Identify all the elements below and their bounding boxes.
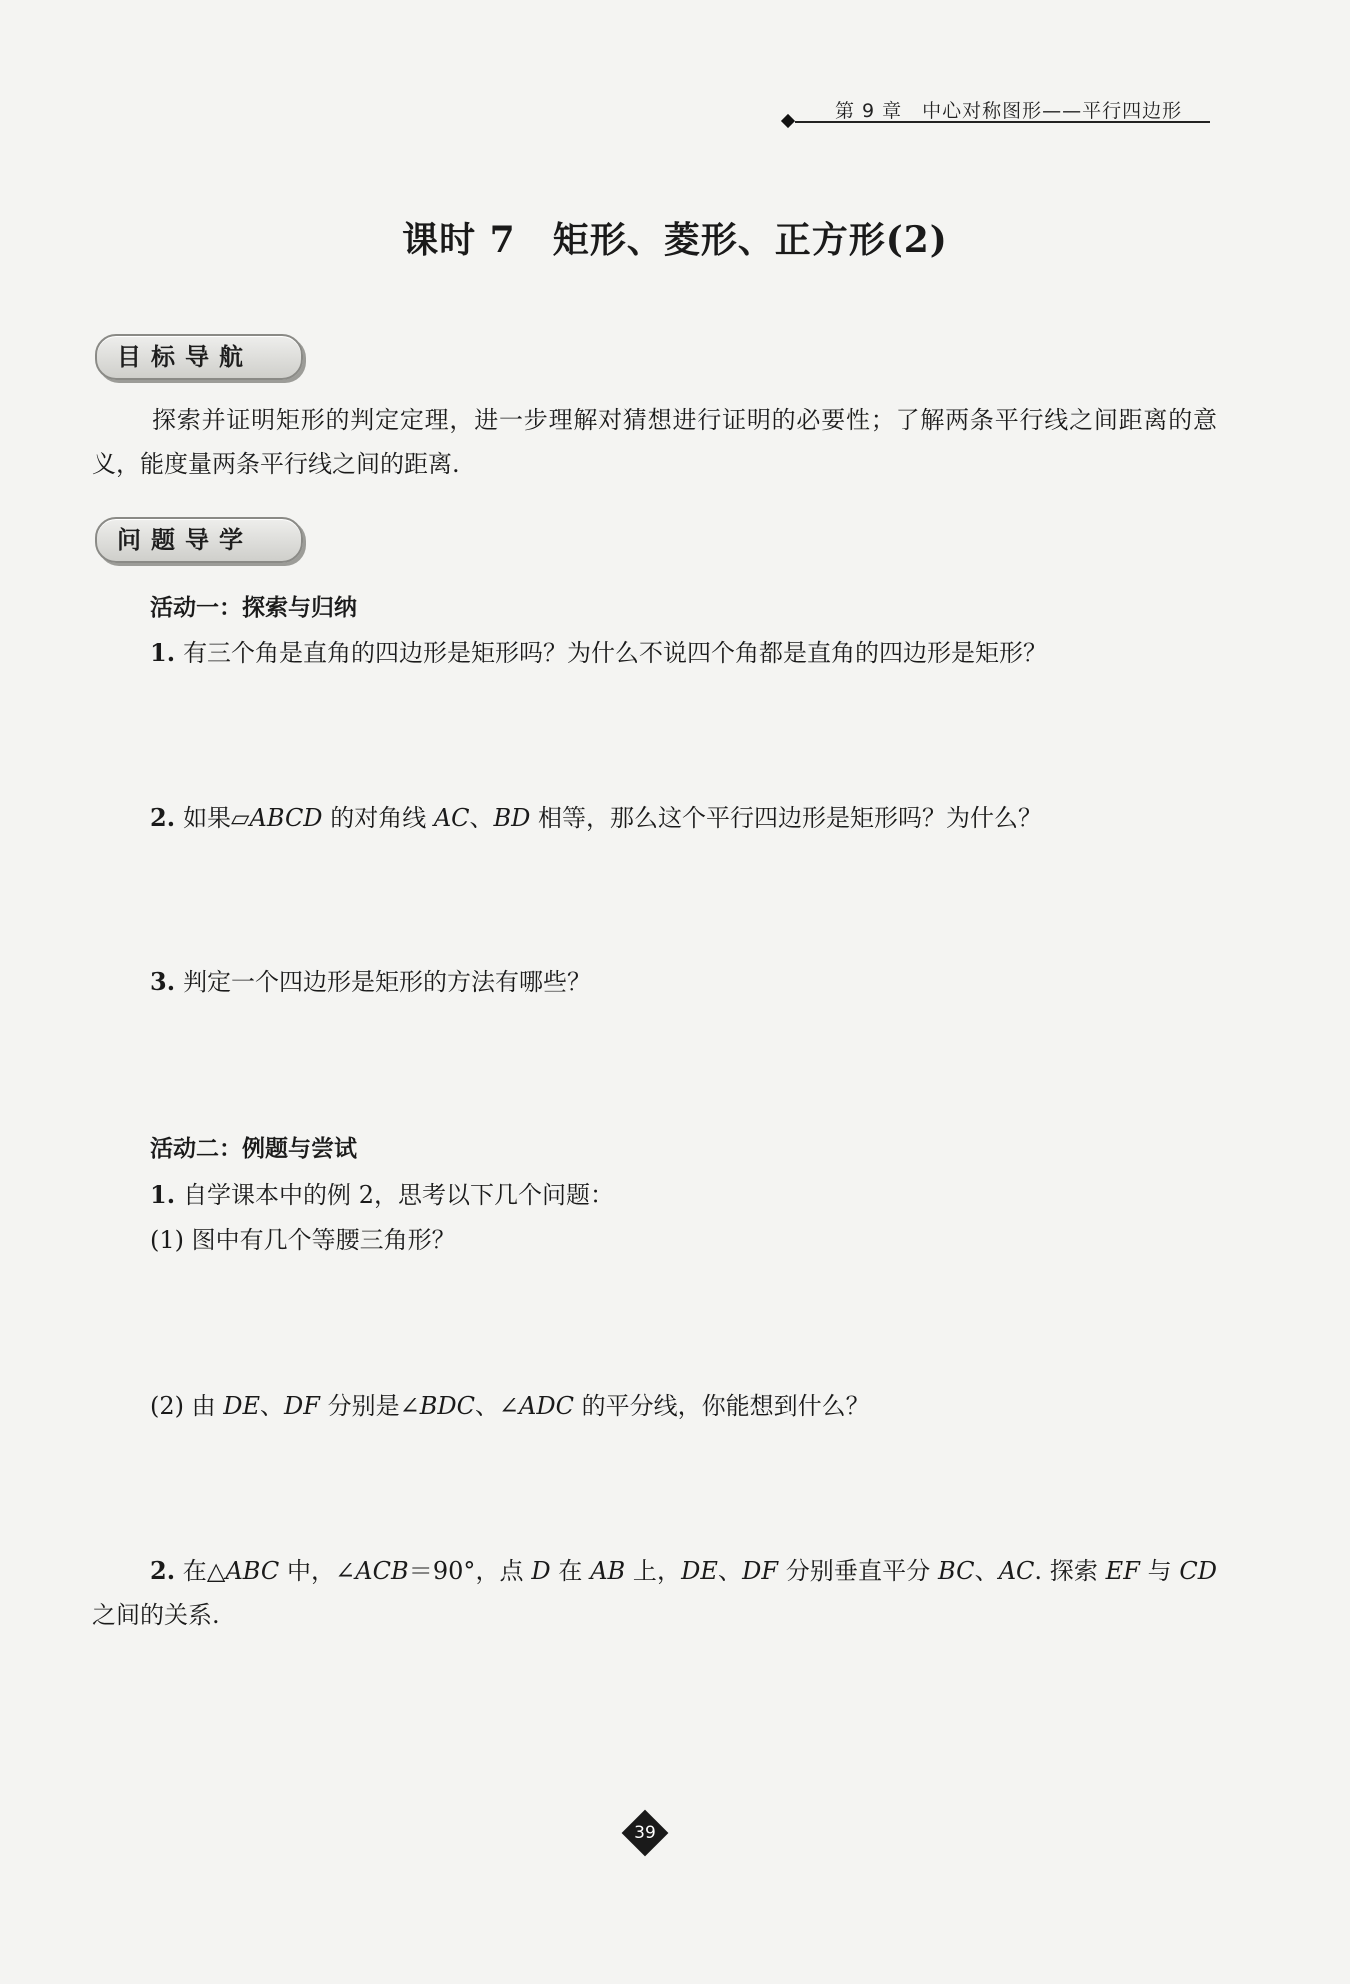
question-text: ＝90°，点 <box>408 1557 532 1585</box>
question-number: 1. <box>150 1180 176 1209</box>
question-number: 1. <box>150 638 176 667</box>
activity-1-question-2 <box>150 798 1042 833</box>
math-df: DF <box>284 1392 320 1420</box>
question-text: 中，∠ <box>279 1557 356 1585</box>
activity-1-question-3 <box>150 962 591 997</box>
math-bc: BC <box>938 1557 975 1585</box>
activity-1-title: 活动一：探索与归纳 <box>150 595 357 621</box>
question-text: 、 <box>469 804 494 832</box>
header-diamond-icon <box>781 114 795 128</box>
running-header: 第 9 章 中心对称图形——平行四边形 <box>835 100 1183 122</box>
question-text: 与 <box>1139 1557 1180 1585</box>
question-text: 在△ <box>175 1557 226 1585</box>
math-ac: AC <box>433 804 470 832</box>
math-de: DE <box>223 1392 261 1420</box>
question-text: 分别垂直平分 <box>777 1557 939 1585</box>
activity-2-title: 活动二：例题与尝试 <box>150 1136 357 1162</box>
question-text: 的平分线，你能想到什么？ <box>573 1392 870 1420</box>
activity-2-question-2 <box>92 1549 1217 1637</box>
math-bdc: BDC <box>419 1392 475 1420</box>
activity-2-question-1-sub-1: (1) 图中有几个等腰三角形？ <box>150 1226 456 1254</box>
question-number: 3. <box>150 967 176 996</box>
question-number: 2. <box>150 1556 176 1585</box>
question-text: . 探索 <box>1034 1557 1106 1585</box>
math-d: D <box>531 1557 551 1585</box>
activity-2-question-1 <box>150 1175 614 1210</box>
lesson-title: 课时 7 矩形、菱形、正方形(2) <box>402 219 948 261</box>
question-text: 、∠ <box>474 1392 520 1420</box>
question-text: 有三个角是直角的四边形是矩形吗？为什么不说四个角都是直角的四边形是矩形？ <box>183 639 1048 667</box>
page-number-text: 39 <box>634 1823 656 1843</box>
question-text: 分别是∠ <box>319 1392 420 1420</box>
math-ab: AB <box>590 1557 626 1585</box>
goals-text: 探索并证明矩形的判定定理，进一步理解对猜想进行证明的必要性；了解两条平行线之间距离的意义，能度量两条平行线之间的距离. <box>92 406 1217 478</box>
section-badge-goals: 目标导航 <box>95 334 303 380</box>
math-cd: CD <box>1179 1557 1218 1585</box>
question-text: 、 <box>260 1392 285 1420</box>
math-ef: EF <box>1105 1557 1140 1585</box>
question-text: 如果▱ <box>183 804 250 832</box>
question-text: 上， <box>625 1557 682 1585</box>
math-acb: ACB <box>355 1557 409 1585</box>
question-text: 的对角线 <box>322 804 434 832</box>
activity-1-question-1 <box>150 633 1047 668</box>
math-de: DE <box>681 1557 718 1585</box>
question-number: 2. <box>150 803 176 832</box>
question-text: 之间的关系. <box>92 1601 220 1629</box>
question-text: 判定一个四边形是矩形的方法有哪些？ <box>183 968 592 996</box>
math-bd: BD <box>493 804 531 832</box>
page-number <box>622 1810 668 1856</box>
question-text: 在 <box>550 1557 591 1585</box>
math-adc: ADC <box>519 1392 574 1420</box>
question-text: 、 <box>974 1557 999 1585</box>
question-text: 相等，那么这个平行四边形是矩形吗？为什么？ <box>530 804 1043 832</box>
question-text: 、 <box>717 1557 743 1585</box>
activity-2-question-1-sub-2 <box>150 1386 870 1421</box>
question-text: 自学课本中的例 2，思考以下几个问题： <box>183 1181 614 1209</box>
math-abc: ABC <box>225 1557 280 1585</box>
question-text: (2) 由 <box>150 1392 224 1420</box>
math-ac: AC <box>998 1557 1035 1585</box>
section-badge-guide: 问题导学 <box>95 517 303 563</box>
math-df: DF <box>742 1557 778 1585</box>
math-abcd: ABCD <box>249 804 323 832</box>
